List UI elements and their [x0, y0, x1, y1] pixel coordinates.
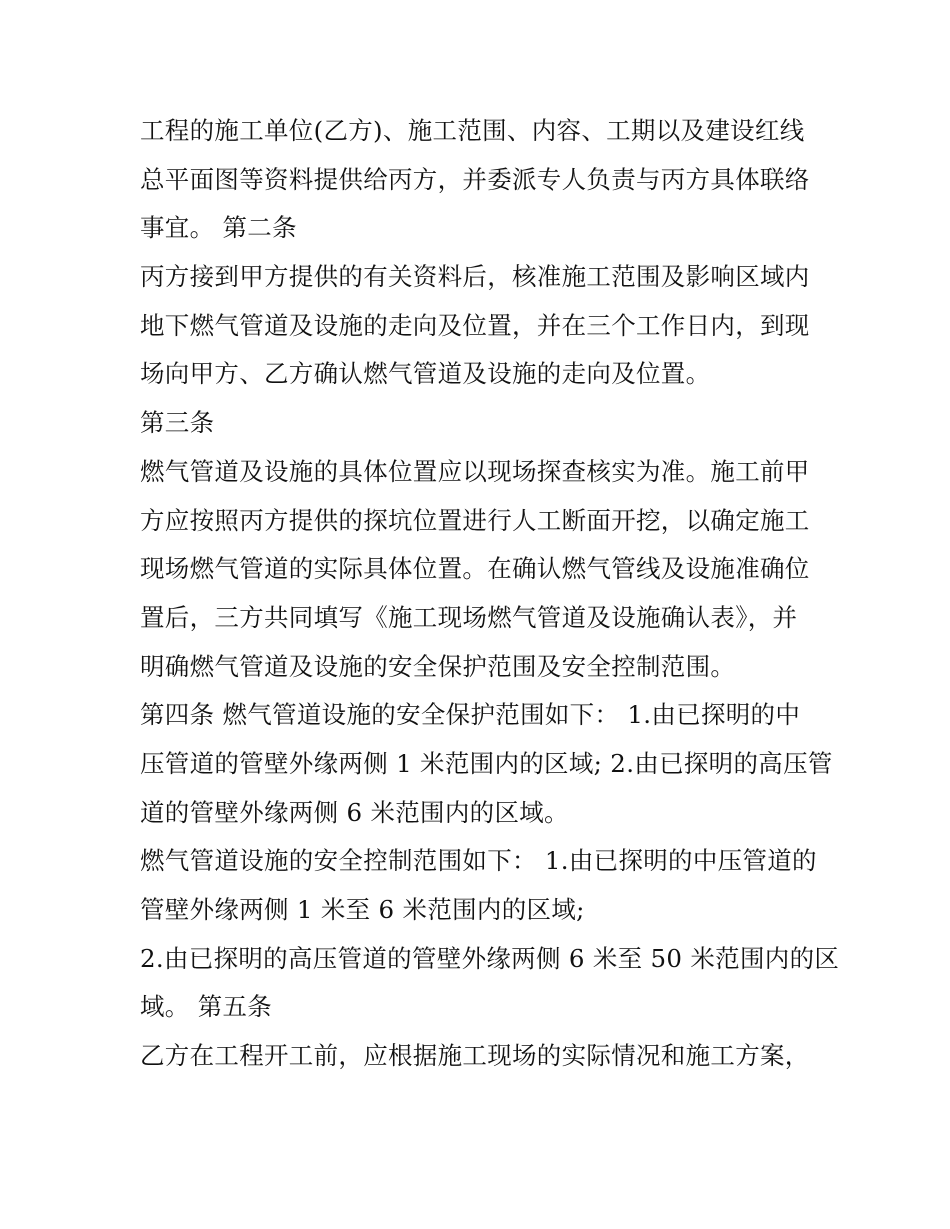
- text-line: 第四条 燃气管道设施的安全保护范围如下： 1.由已探明的中: [140, 700, 801, 730]
- text-line: 管壁外缘两侧 1 米至 6 米范围内的区域;: [140, 895, 585, 924]
- text-line: 方应按照丙方提供的探坑位置进行人工断面开挖，以确定施工: [140, 505, 810, 535]
- text-line: 乙方在工程开工前，应根据施工现场的实际情况和施工方案，: [140, 1041, 810, 1071]
- text-line: 2.由已探明的高压管道的管壁外缘两侧 6 米至 50 米范围内的区: [140, 943, 840, 973]
- text-line: 场向甲方、乙方确认燃气管道及设施的走向及位置。: [140, 359, 711, 389]
- text-line: 总平面图等资料提供给丙方，并委派专人负责与丙方具体联络: [140, 164, 810, 194]
- text-line: 地下燃气管道及设施的走向及位置，并在三个工作日内，到现: [140, 310, 810, 340]
- text-line: 道的管壁外缘两侧 6 米范围内的区域。: [140, 797, 569, 827]
- text-line: 第三条: [140, 408, 215, 438]
- text-line: 燃气管道设施的安全控制范围如下： 1.由已探明的中压管道的: [140, 846, 817, 876]
- text-line: 现场燃气管道的实际具体位置。在确认燃气管线及设施准确位: [140, 554, 810, 584]
- text-line: 明确燃气管道及设施的安全保护范围及安全控制范围。: [140, 651, 736, 681]
- text-line: 燃气管道及设施的具体位置应以现场探查核实为准。施工前甲: [140, 456, 810, 486]
- text-line: 工程的施工单位(乙方)、施工范围、内容、工期以及建设红线: [140, 116, 805, 145]
- text-line: 域。 第五条: [140, 992, 273, 1022]
- text-line: 丙方接到甲方提供的有关资料后，核准施工范围及影响区域内: [140, 262, 810, 292]
- text-line: 事宜。 第二条: [140, 213, 297, 243]
- document-body: [140, 107, 840, 1081]
- text-line: 置后，三方共同填写《施工现场燃气管道及设施确认表》，并: [140, 602, 798, 632]
- text-line: 压管道的管壁外缘两侧 1 米范围内的区域; 2.由已探明的高压管: [140, 748, 833, 778]
